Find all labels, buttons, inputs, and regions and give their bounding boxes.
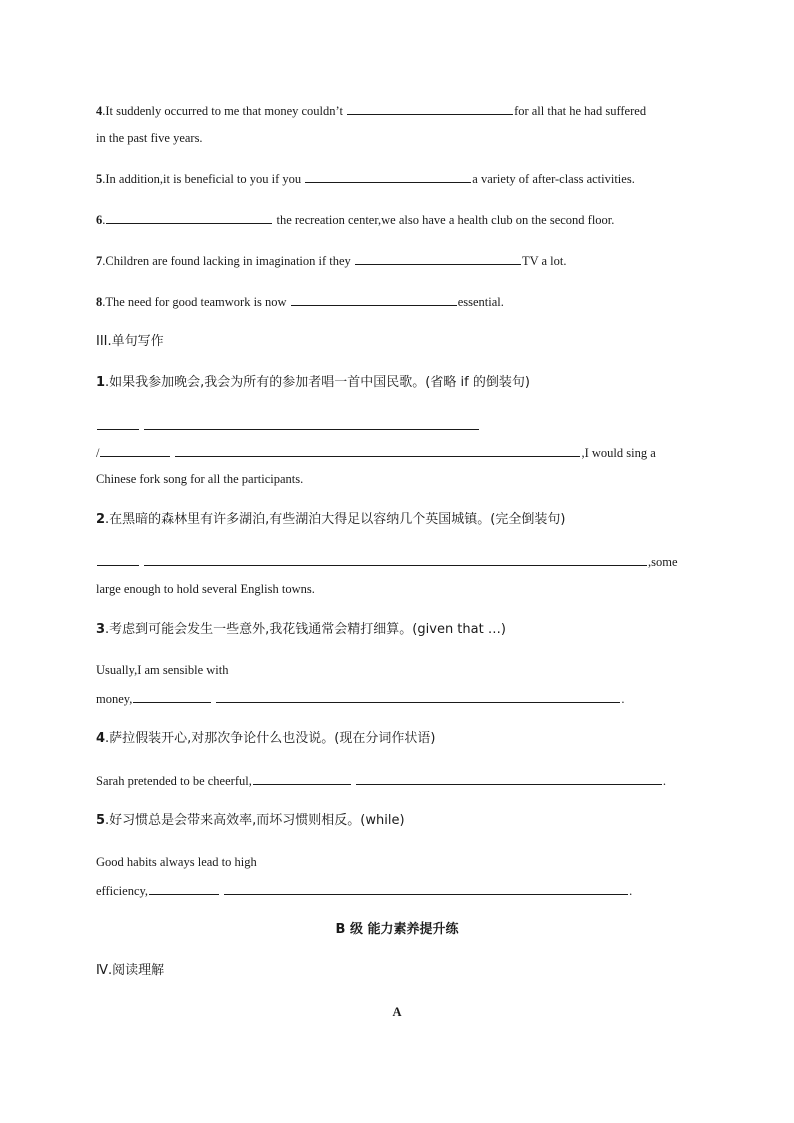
answer-blank[interactable] [216,690,620,703]
writing-item-1-line2: / ,I would sing a [96,446,656,460]
answer-blank[interactable] [106,211,272,224]
writing-item-5-line2: efficiency, . [96,884,633,898]
writing-item-1-prompt: 1.如果我参加晚会,我会为所有的参加者唱一首中国民歌。(省略 if 的倒装句) [96,375,530,390]
answer-blank[interactable] [356,772,662,785]
answer-blank[interactable] [347,102,513,115]
fill-item-5: 5.In addition,it is beneficial to you if you a variety of after-class activities. [96,172,635,186]
fill-item-4-continued: in the past five years. [96,131,203,145]
passage-label: A [392,1005,402,1019]
fill-item-8: 8.The need for good teamwork is now essential. [96,295,504,309]
answer-blank[interactable] [97,553,139,566]
answer-blank[interactable] [355,252,521,265]
fill-item-7: 7.Children are found lacking in imagination if they TV a lot. [96,254,567,268]
section-title-writing: III.单句写作 [96,334,164,349]
writing-item-3-line2: money, . [96,692,625,706]
section-title-reading: Ⅳ.阅读理解 [96,963,165,978]
answer-blank[interactable] [144,553,647,566]
answer-blank[interactable] [133,690,211,703]
writing-item-4-line1: Sarah pretended to be cheerful, . [96,774,666,788]
writing-item-2-line1: ,some [96,553,678,570]
answer-blank[interactable] [100,444,170,457]
answer-blank[interactable] [175,444,580,457]
answer-blank[interactable] [224,882,628,895]
writing-item-5-prompt: 5.好习惯总是会带来高效率,而坏习惯则相反。(while) [96,813,405,828]
answer-blank[interactable] [305,170,471,183]
writing-item-1-line1 [96,417,480,434]
writing-item-3-prompt: 3.考虑到可能会发生一些意外,我花钱通常会精打细算。(given that …) [96,622,506,637]
writing-item-2-prompt: 2.在黑暗的森林里有许多湖泊,有些湖泊大得足以容纳几个英国城镇。(完全倒装句) [96,512,566,527]
writing-item-3-line1: Usually,I am sensible with [96,663,229,677]
answer-blank[interactable] [253,772,351,785]
writing-item-5-line1: Good habits always lead to high [96,855,257,869]
level-b-heading: B 级 能力素养提升练 [335,922,459,937]
fill-item-6: 6. the recreation center,we also have a health club on the second floor. [96,213,615,227]
answer-blank[interactable] [97,417,139,430]
answer-blank[interactable] [144,417,479,430]
writing-item-2-line2: large enough to hold several English towns. [96,582,315,596]
writing-item-1-line3: Chinese fork song for all the participants. [96,472,304,486]
writing-item-4-prompt: 4.萨拉假装开心,对那次争论什么也没说。(现在分词作状语) [96,731,436,746]
answer-blank[interactable] [149,882,219,895]
fill-item-4: 4.It suddenly occurred to me that money couldn’t for all that he had suffered [96,104,647,118]
answer-blank[interactable] [291,293,457,306]
